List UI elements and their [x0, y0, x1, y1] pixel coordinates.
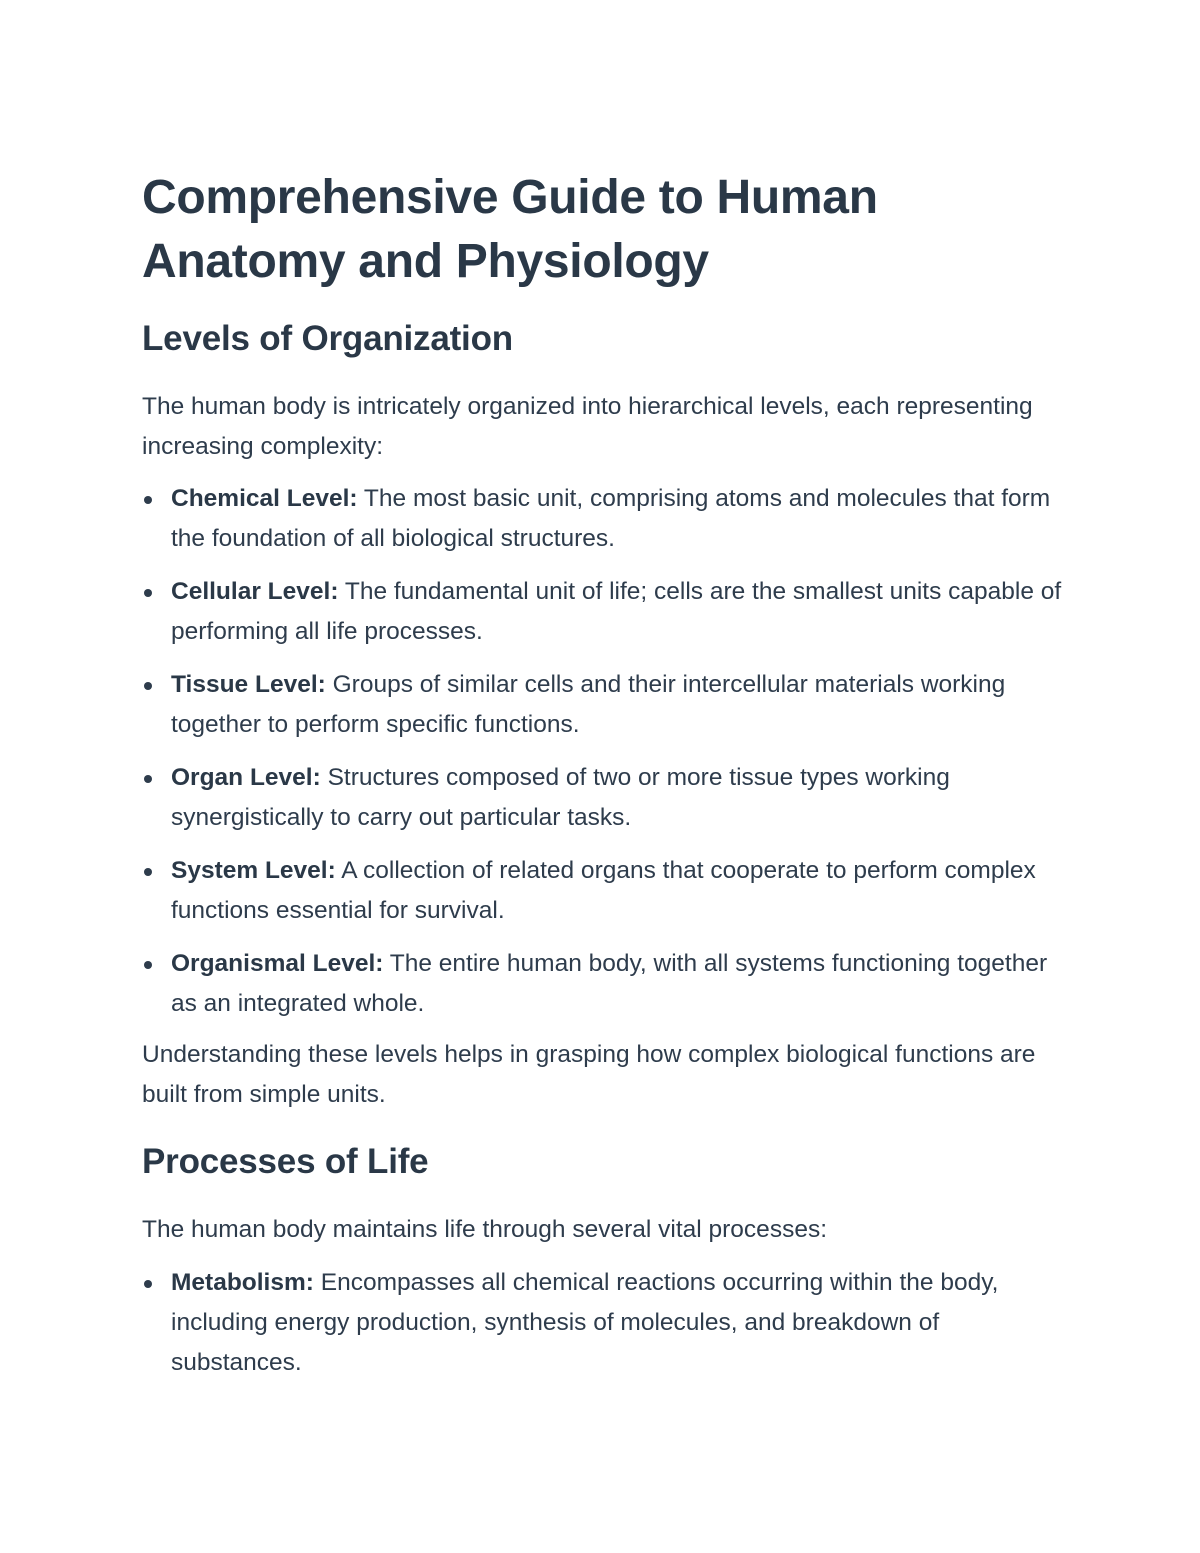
list-item-term: Organ Level: [171, 764, 321, 791]
list-item-text: The fundamental unit of life; cells are the smallest units capable of performing all life processes. [171, 578, 1062, 645]
list-item-term: Organismal Level: [171, 950, 384, 977]
document-title: Comprehensive Guide to Human Anatomy and Physiology [142, 171, 878, 288]
bullet-icon [144, 961, 152, 969]
bullet-icon [144, 1280, 152, 1288]
section-intro-processes: The human body maintains life through several vital processes: [142, 1216, 827, 1243]
list-item [142, 851, 1062, 931]
list-item [142, 572, 1062, 652]
bullet-icon [144, 682, 152, 690]
list-item-text: Structures composed of two or more tissue types working synergistically to carry out particular tasks. [171, 764, 950, 831]
list-item [142, 479, 1062, 559]
list-item-text: The entire human body, with all systems functioning together as an integrated whole. [171, 950, 1048, 1017]
list-item-text: The most basic unit, comprising atoms and molecules that form the foundation of all biological structures. [171, 485, 1051, 552]
list-item-term: Metabolism: [171, 1269, 314, 1296]
list-item-term: Cellular Level: [171, 578, 339, 605]
list-item [142, 758, 1062, 838]
list-item [142, 944, 1062, 1024]
levels-list [142, 479, 1062, 1037]
list-item-text: Encompasses all chemical reactions occurring within the body, including energy production, synthesis of molecules, and breakdown of substances. [171, 1269, 999, 1376]
list-item-term: Tissue Level: [171, 671, 326, 698]
bullet-icon [144, 775, 152, 783]
list-item [142, 665, 1062, 745]
list-item-text: A collection of related organs that cooperate to perform complex functions essential for survival. [171, 857, 1036, 924]
list-item [142, 1263, 1062, 1383]
bullet-icon [144, 589, 152, 597]
processes-list [142, 1263, 1062, 1396]
section-outro-levels: Understanding these levels helps in grasping how complex biological functions are built from simple units. [142, 1041, 1036, 1108]
section-heading-levels-of-organization: Levels of Organization [142, 319, 513, 358]
list-item-term: System Level: [171, 857, 336, 884]
bullet-icon [144, 496, 152, 504]
bullet-icon [144, 868, 152, 876]
list-item-term: Chemical Level: [171, 485, 358, 512]
section-intro-levels: The human body is intricately organized into hierarchical levels, each representing increasing complexity: [142, 393, 1033, 460]
list-item-text: Groups of similar cells and their intercellular materials working together to perform specific functions. [171, 671, 1006, 738]
section-heading-processes-of-life: Processes of Life [142, 1142, 429, 1181]
